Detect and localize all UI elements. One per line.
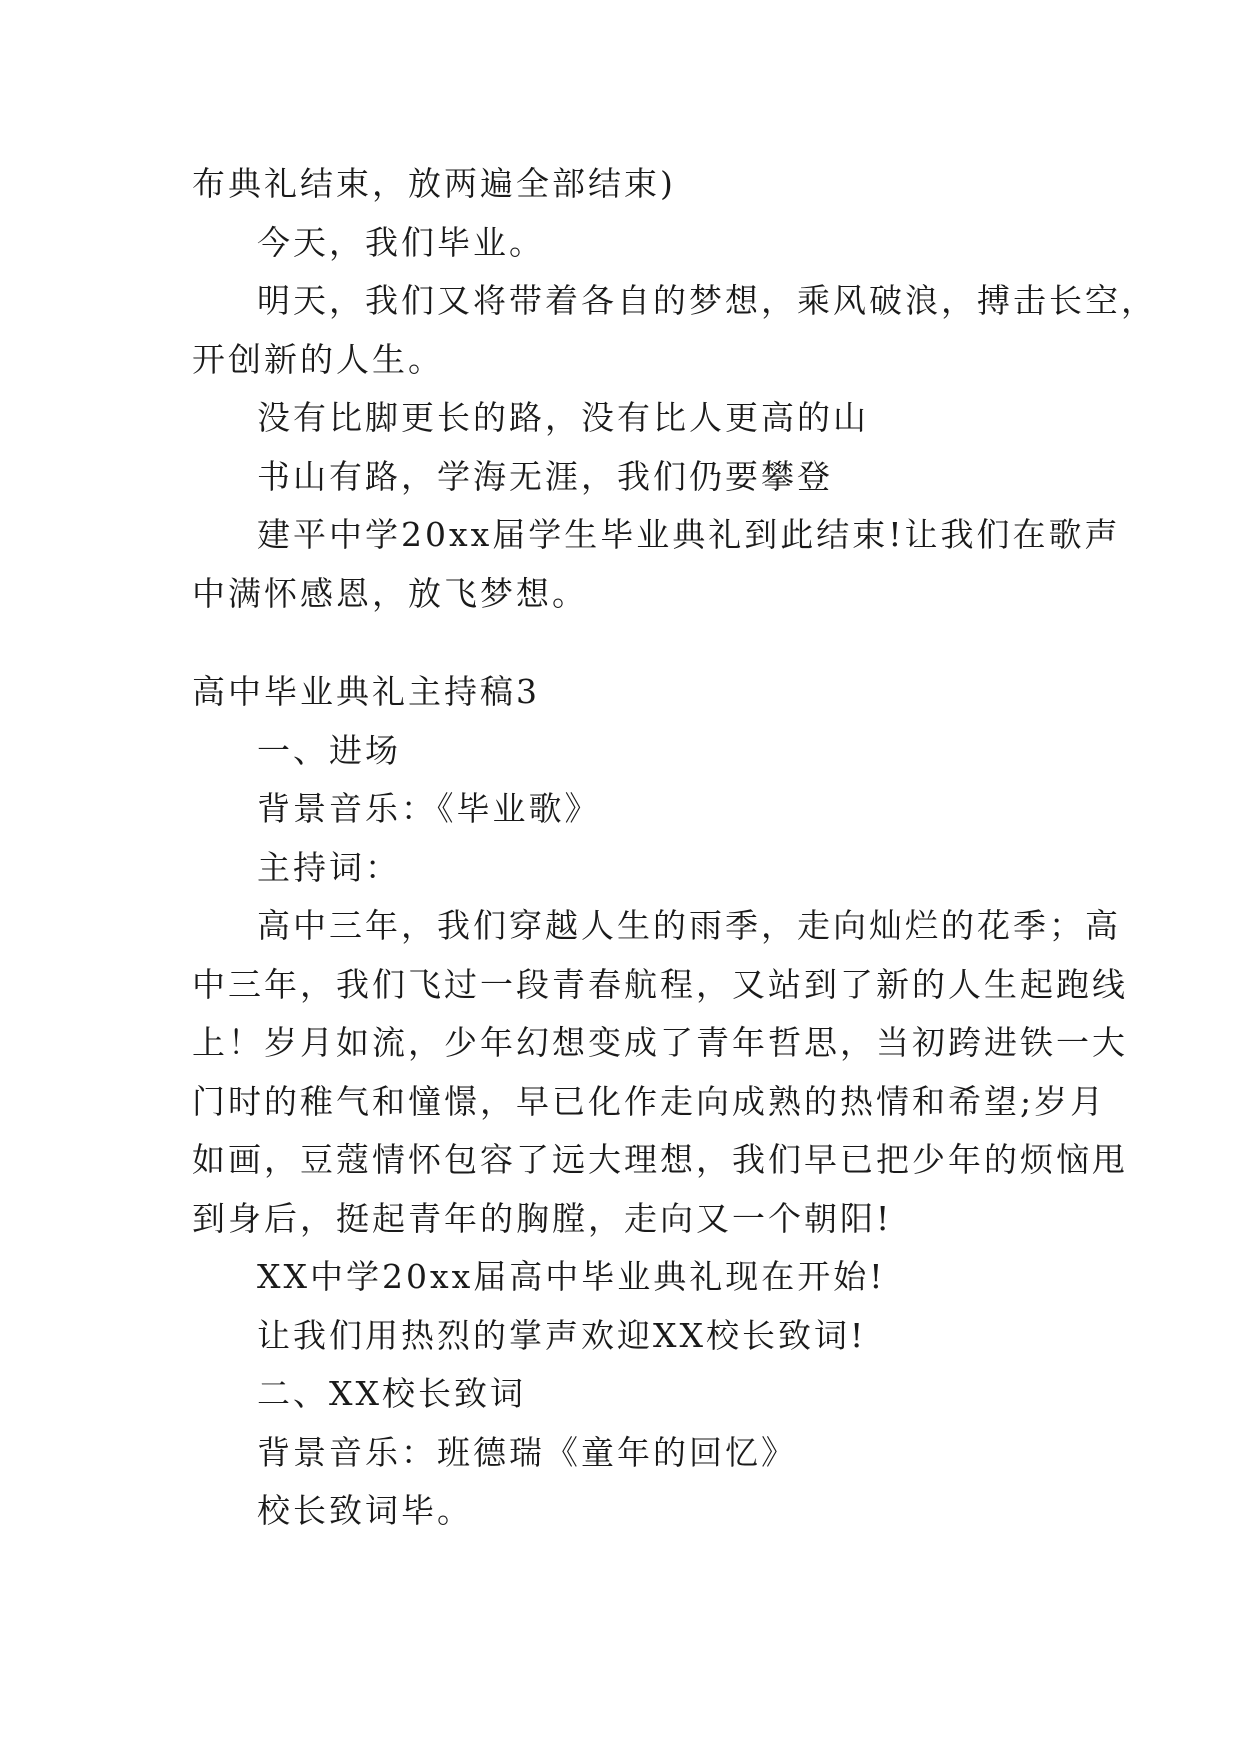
paragraph-line: 背景音乐：《毕业歌》 bbox=[257, 789, 601, 828]
paragraph-line: 主持词： bbox=[257, 847, 401, 887]
paragraph-line: XX中学20xx届高中毕业典礼现在开始! bbox=[257, 1257, 886, 1296]
paragraph-line: 校长致词毕。 bbox=[257, 1491, 473, 1530]
paragraph-line: 二、XX校长致词 bbox=[257, 1374, 526, 1413]
paragraph-line: 建平中学20xx届学生毕业典礼到此结束!让我们在歌声 bbox=[257, 515, 1121, 554]
paragraph-line: 今天，我们毕业。 bbox=[257, 222, 545, 262]
paragraph-line: 到身后，挺起青年的胸膛，走向又一个朝阳! bbox=[192, 1198, 893, 1238]
paragraph-line: 没有比脚更长的路，没有比人更高的山 bbox=[257, 398, 869, 437]
paragraph-line: 开创新的人生。 bbox=[192, 339, 444, 379]
paragraph-line: 明天，我们又将带着各自的梦想，乘风破浪，搏击长空， bbox=[257, 281, 1157, 320]
paragraph-line: 上！岁月如流，少年幻想变成了青年哲思，当初跨进铁一大 bbox=[192, 1023, 1128, 1062]
paragraph-line: 中满怀感恩，放飞梦想。 bbox=[192, 573, 588, 613]
paragraph-line: 如画，豆蔻情怀包容了远大理想，我们早已把少年的烦恼甩 bbox=[192, 1140, 1128, 1179]
paragraph-line: 布典礼结束，放两遍全部结束) bbox=[192, 164, 676, 203]
paragraph-line: 一、进场 bbox=[257, 730, 401, 770]
section-heading: 高中毕业典礼主持稿3 bbox=[192, 672, 540, 711]
document-body bbox=[0, 155, 1241, 1541]
paragraph-line: 书山有路，学海无涯，我们仍要攀登 bbox=[257, 456, 833, 496]
paragraph-line: 门时的稚气和憧憬，早已化作走向成熟的热情和希望;岁月 bbox=[192, 1081, 1107, 1121]
paragraph-line: 高中三年，我们穿越人生的雨季，走向灿烂的花季；高 bbox=[257, 906, 1121, 945]
paragraph-line: 中三年，我们飞过一段青春航程，又站到了新的人生起跑线 bbox=[192, 964, 1128, 1004]
section-gap bbox=[0, 623, 1241, 663]
paragraph-line: 背景音乐：班德瑞《童年的回忆》 bbox=[257, 1432, 797, 1472]
paragraph-line: 让我们用热烈的掌声欢迎XX校长致词! bbox=[257, 1315, 867, 1355]
